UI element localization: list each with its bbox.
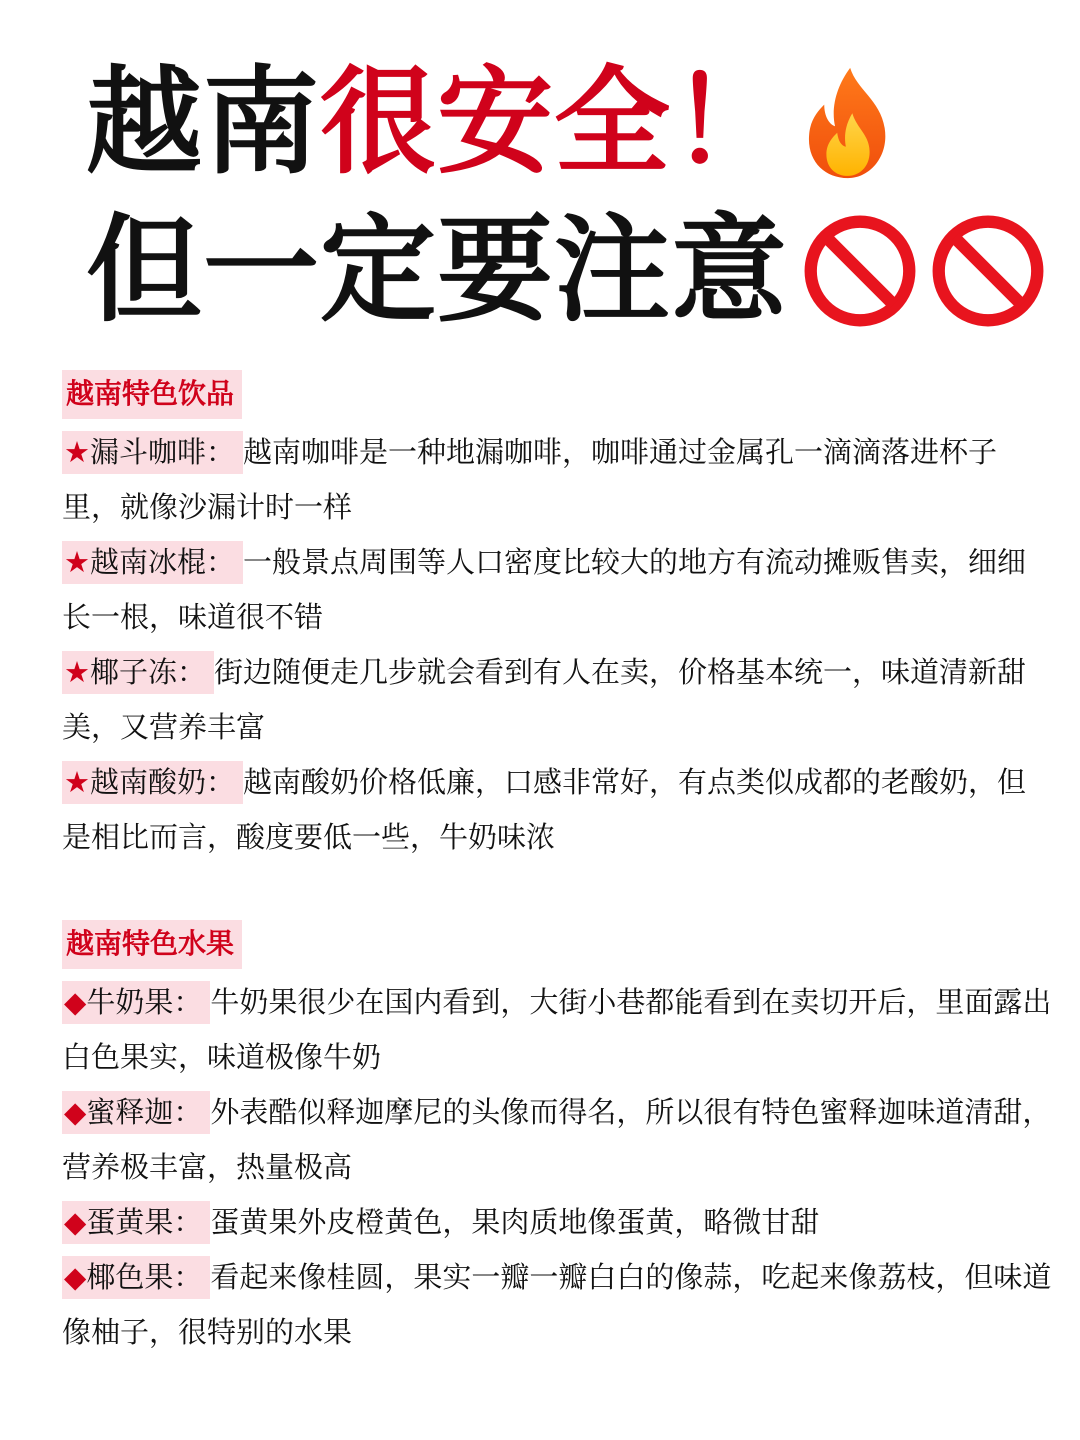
item-text: 蛋黄果外皮橙黄色，果肉质地像蛋黄，略微甘甜 — [210, 1205, 820, 1239]
item-label-text: 椰子冻： — [90, 655, 207, 689]
item-label-text: 牛奶果： — [86, 985, 203, 1019]
diamond-bullet-icon: ◆ — [64, 1260, 87, 1294]
star-bullet-icon: ★ — [64, 765, 90, 799]
title-part-vietnam: 越南 — [86, 55, 320, 190]
item-label-text: 漏斗咖啡： — [90, 435, 236, 469]
list-item — [62, 425, 1052, 535]
diamond-bullet-icon: ◆ — [64, 1205, 87, 1239]
diamond-bullet-icon: ◆ — [64, 1095, 87, 1129]
star-bullet-icon: ★ — [64, 435, 90, 469]
star-bullet-icon: ★ — [64, 655, 90, 689]
title-part-must-note: 但一定要注意 — [86, 203, 788, 338]
list-item — [62, 1085, 1052, 1195]
prohibited-emoji-icon — [932, 215, 1044, 327]
section-drinks — [62, 370, 1052, 865]
item-label — [62, 1091, 210, 1134]
section-heading: 越南特色饮品 — [62, 370, 242, 419]
fire-emoji-icon — [794, 63, 902, 183]
title-line-2 — [86, 203, 1044, 338]
item-text: 越南咖啡是一种地漏咖啡，咖啡通过金属孔一滴滴落进杯子里，就像沙漏计时一样 — [62, 435, 998, 524]
section-fruits — [62, 920, 1052, 1360]
item-text: 街边随便走几步就会看到有人在卖，价格基本统一，味道清新甜美，又营养丰富 — [62, 655, 1027, 744]
item-label-text: 蜜释迦： — [86, 1095, 203, 1129]
list-item — [62, 755, 1052, 865]
item-label — [62, 1201, 210, 1244]
item-label — [62, 541, 243, 584]
list-item — [62, 1195, 1052, 1250]
item-text: 越南酸奶价格低廉，口感非常好，有点类似成都的老酸奶，但是相比而言，酸度要低一些，牛奶味浓 — [62, 765, 1027, 854]
item-label — [62, 431, 243, 474]
item-text: 牛奶果很少在国内看到，大街小巷都能看到在卖切开后，里面露出白色果实，味道极像牛奶 — [62, 985, 1052, 1074]
item-label — [62, 1256, 210, 1299]
list-item — [62, 645, 1052, 755]
item-label-text: 蛋黄果： — [86, 1205, 203, 1239]
list-item — [62, 535, 1052, 645]
title-part-very-safe: 很安全！ — [320, 55, 788, 190]
item-label — [62, 651, 214, 694]
item-text: 外表酷似释迦摩尼的头像而得名，所以很有特色蜜释迦味道清甜，营养极丰富，热量极高 — [62, 1095, 1052, 1184]
item-label — [62, 761, 243, 804]
prohibited-emoji-icon — [804, 215, 916, 327]
title-line-1 — [86, 55, 902, 190]
list-item — [62, 1250, 1052, 1360]
item-label — [62, 981, 210, 1024]
star-bullet-icon: ★ — [64, 545, 90, 579]
item-label-text: 椰色果： — [86, 1260, 203, 1294]
item-label-text: 越南冰棍： — [90, 545, 236, 579]
section-heading: 越南特色水果 — [62, 920, 242, 969]
item-text: 看起来像桂圆，果实一瓣一瓣白白的像蒜，吃起来像荔枝，但味道像柚子，很特别的水果 — [62, 1260, 1052, 1349]
list-item — [62, 975, 1052, 1085]
item-text: 一般景点周围等人口密度比较大的地方有流动摊贩售卖，细细长一根，味道很不错 — [62, 545, 1027, 634]
diamond-bullet-icon: ◆ — [64, 985, 87, 1019]
item-label-text: 越南酸奶： — [90, 765, 236, 799]
